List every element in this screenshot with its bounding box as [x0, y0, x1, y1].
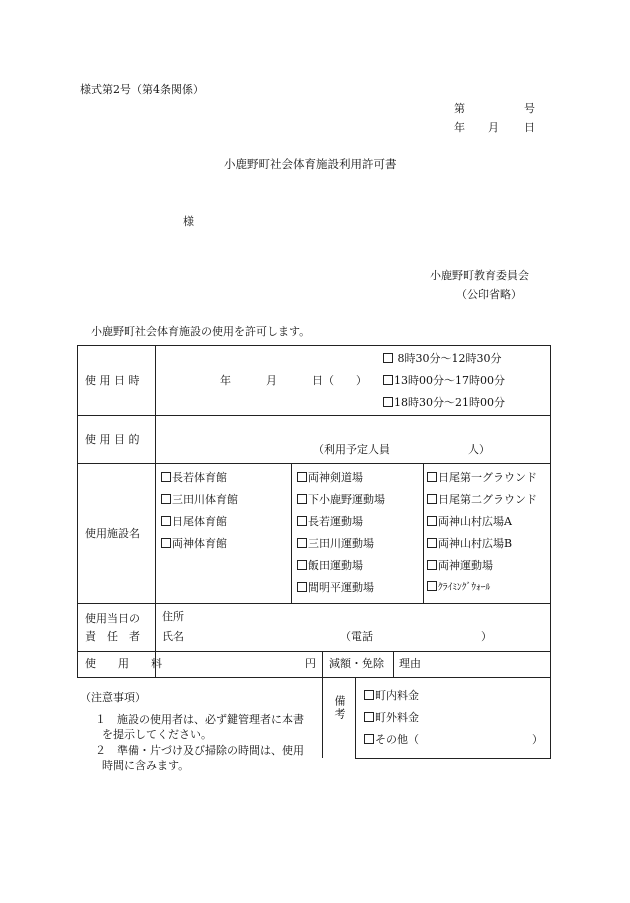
- checkbox[interactable]: [427, 516, 437, 526]
- reason-label: 理由: [399, 657, 421, 670]
- fee-label: 使 用 料: [85, 657, 162, 670]
- facility-option[interactable]: 長若体育館: [161, 471, 227, 485]
- checkbox[interactable]: [383, 353, 393, 363]
- date-year: 年: [454, 121, 465, 134]
- checkbox[interactable]: [427, 538, 437, 548]
- note-1-line1: １ 施設の使用者は、必ず鍵管理者に本書: [95, 713, 304, 726]
- remarks-close-paren: ）: [532, 733, 543, 746]
- remarks-option[interactable]: その他（: [364, 733, 419, 747]
- number-suffix: 号: [524, 102, 535, 115]
- time-slot-3[interactable]: 18時30分～21時00分: [383, 396, 505, 410]
- checkbox[interactable]: [161, 538, 171, 548]
- checkbox[interactable]: [364, 712, 374, 722]
- checkbox[interactable]: [161, 472, 171, 482]
- checkbox[interactable]: [297, 472, 307, 482]
- date-month: 月: [488, 121, 499, 134]
- facility-option[interactable]: 日尾体育館: [161, 515, 227, 529]
- remarks-option[interactable]: 町内料金: [364, 689, 419, 703]
- checkbox[interactable]: [297, 516, 307, 526]
- facility-option[interactable]: 日尾第二グラウンド: [427, 493, 537, 507]
- facility-option[interactable]: 長若運動場: [297, 515, 363, 529]
- checkbox[interactable]: [297, 582, 307, 592]
- facility-option[interactable]: 両神剣道場: [297, 471, 363, 485]
- planned-users-label: （利用予定人員: [313, 443, 390, 456]
- note-1-line2: を提示してください。: [102, 728, 212, 741]
- facility-option[interactable]: 両神体育館: [161, 537, 227, 551]
- intro-text: 小鹿野町社会体育施設の使用を許可します。: [91, 325, 311, 338]
- reduction-label: 減額・免除: [329, 657, 384, 670]
- facility-option[interactable]: 両神運動場: [427, 559, 493, 573]
- seal-note: （公印省略）: [456, 288, 522, 301]
- form-number: 様式第2号（第4条関係）: [80, 83, 204, 96]
- checkbox[interactable]: [297, 494, 307, 504]
- facility-option[interactable]: ｸﾗｲﾐﾝｸﾞｳｫｰﾙ: [427, 581, 490, 595]
- checkbox[interactable]: [364, 734, 374, 744]
- checkbox[interactable]: [161, 494, 171, 504]
- checkbox[interactable]: [297, 560, 307, 570]
- remarks-label: 備考: [333, 695, 346, 721]
- facility-option[interactable]: 下小鹿野運動場: [297, 493, 385, 507]
- name-label: 氏名: [162, 630, 184, 643]
- facility-option[interactable]: 日尾第一グラウンド: [427, 471, 537, 485]
- issuer-name: 小鹿野町教育委員会: [430, 269, 529, 282]
- persons-suffix: 人）: [468, 443, 490, 456]
- checkbox[interactable]: [297, 538, 307, 548]
- checkbox[interactable]: [427, 560, 437, 570]
- checkbox[interactable]: [383, 397, 393, 407]
- date-time-label: 使 用 日 時: [85, 374, 140, 387]
- facility-option[interactable]: 三田川運動場: [297, 537, 374, 551]
- document-title: 小鹿野町社会体育施設利用許可書: [224, 157, 397, 171]
- note-2-line2: 時間に含みます。: [102, 759, 190, 772]
- facility-label: 使用施設名: [85, 527, 140, 540]
- address-label: 住所: [162, 610, 184, 623]
- responsible-label-line1: 使用当日の: [85, 612, 140, 625]
- checkbox[interactable]: [427, 472, 437, 482]
- remarks-option[interactable]: 町外料金: [364, 711, 419, 725]
- date-day: 日: [524, 121, 535, 134]
- purpose-label: 使 用 目 的: [85, 433, 140, 446]
- checkbox[interactable]: [364, 690, 374, 700]
- time-slot-1[interactable]: 8時30分～12時30分: [383, 352, 502, 366]
- note-2-line1: ２ 準備・片づけ及び掃除の時間は、使用: [95, 744, 304, 757]
- facility-option[interactable]: 両神山村広場B: [427, 537, 512, 551]
- checkbox[interactable]: [427, 581, 437, 591]
- addressee-suffix: 様: [183, 215, 194, 228]
- yen-unit: 円: [305, 657, 316, 670]
- facility-option[interactable]: 三田川体育館: [161, 493, 238, 507]
- checkbox[interactable]: [427, 494, 437, 504]
- phone-label: （電話: [340, 630, 373, 643]
- responsible-label-line2: 責 任 者: [85, 630, 140, 643]
- phone-close: ）: [481, 630, 492, 643]
- facility-option[interactable]: 間明平運動場: [297, 581, 374, 595]
- number-prefix: 第: [454, 102, 465, 115]
- time-slot-2[interactable]: 13時00分～17時00分: [383, 374, 505, 388]
- facility-option[interactable]: 両神山村広場A: [427, 515, 512, 529]
- use-day: 日（ ）: [312, 374, 367, 387]
- facility-option[interactable]: 飯田運動場: [297, 559, 363, 573]
- use-year: 年: [220, 374, 231, 387]
- checkbox[interactable]: [383, 375, 393, 385]
- checkbox[interactable]: [161, 516, 171, 526]
- notes-heading: （注意事項）: [80, 691, 146, 704]
- use-month: 月: [266, 374, 277, 387]
